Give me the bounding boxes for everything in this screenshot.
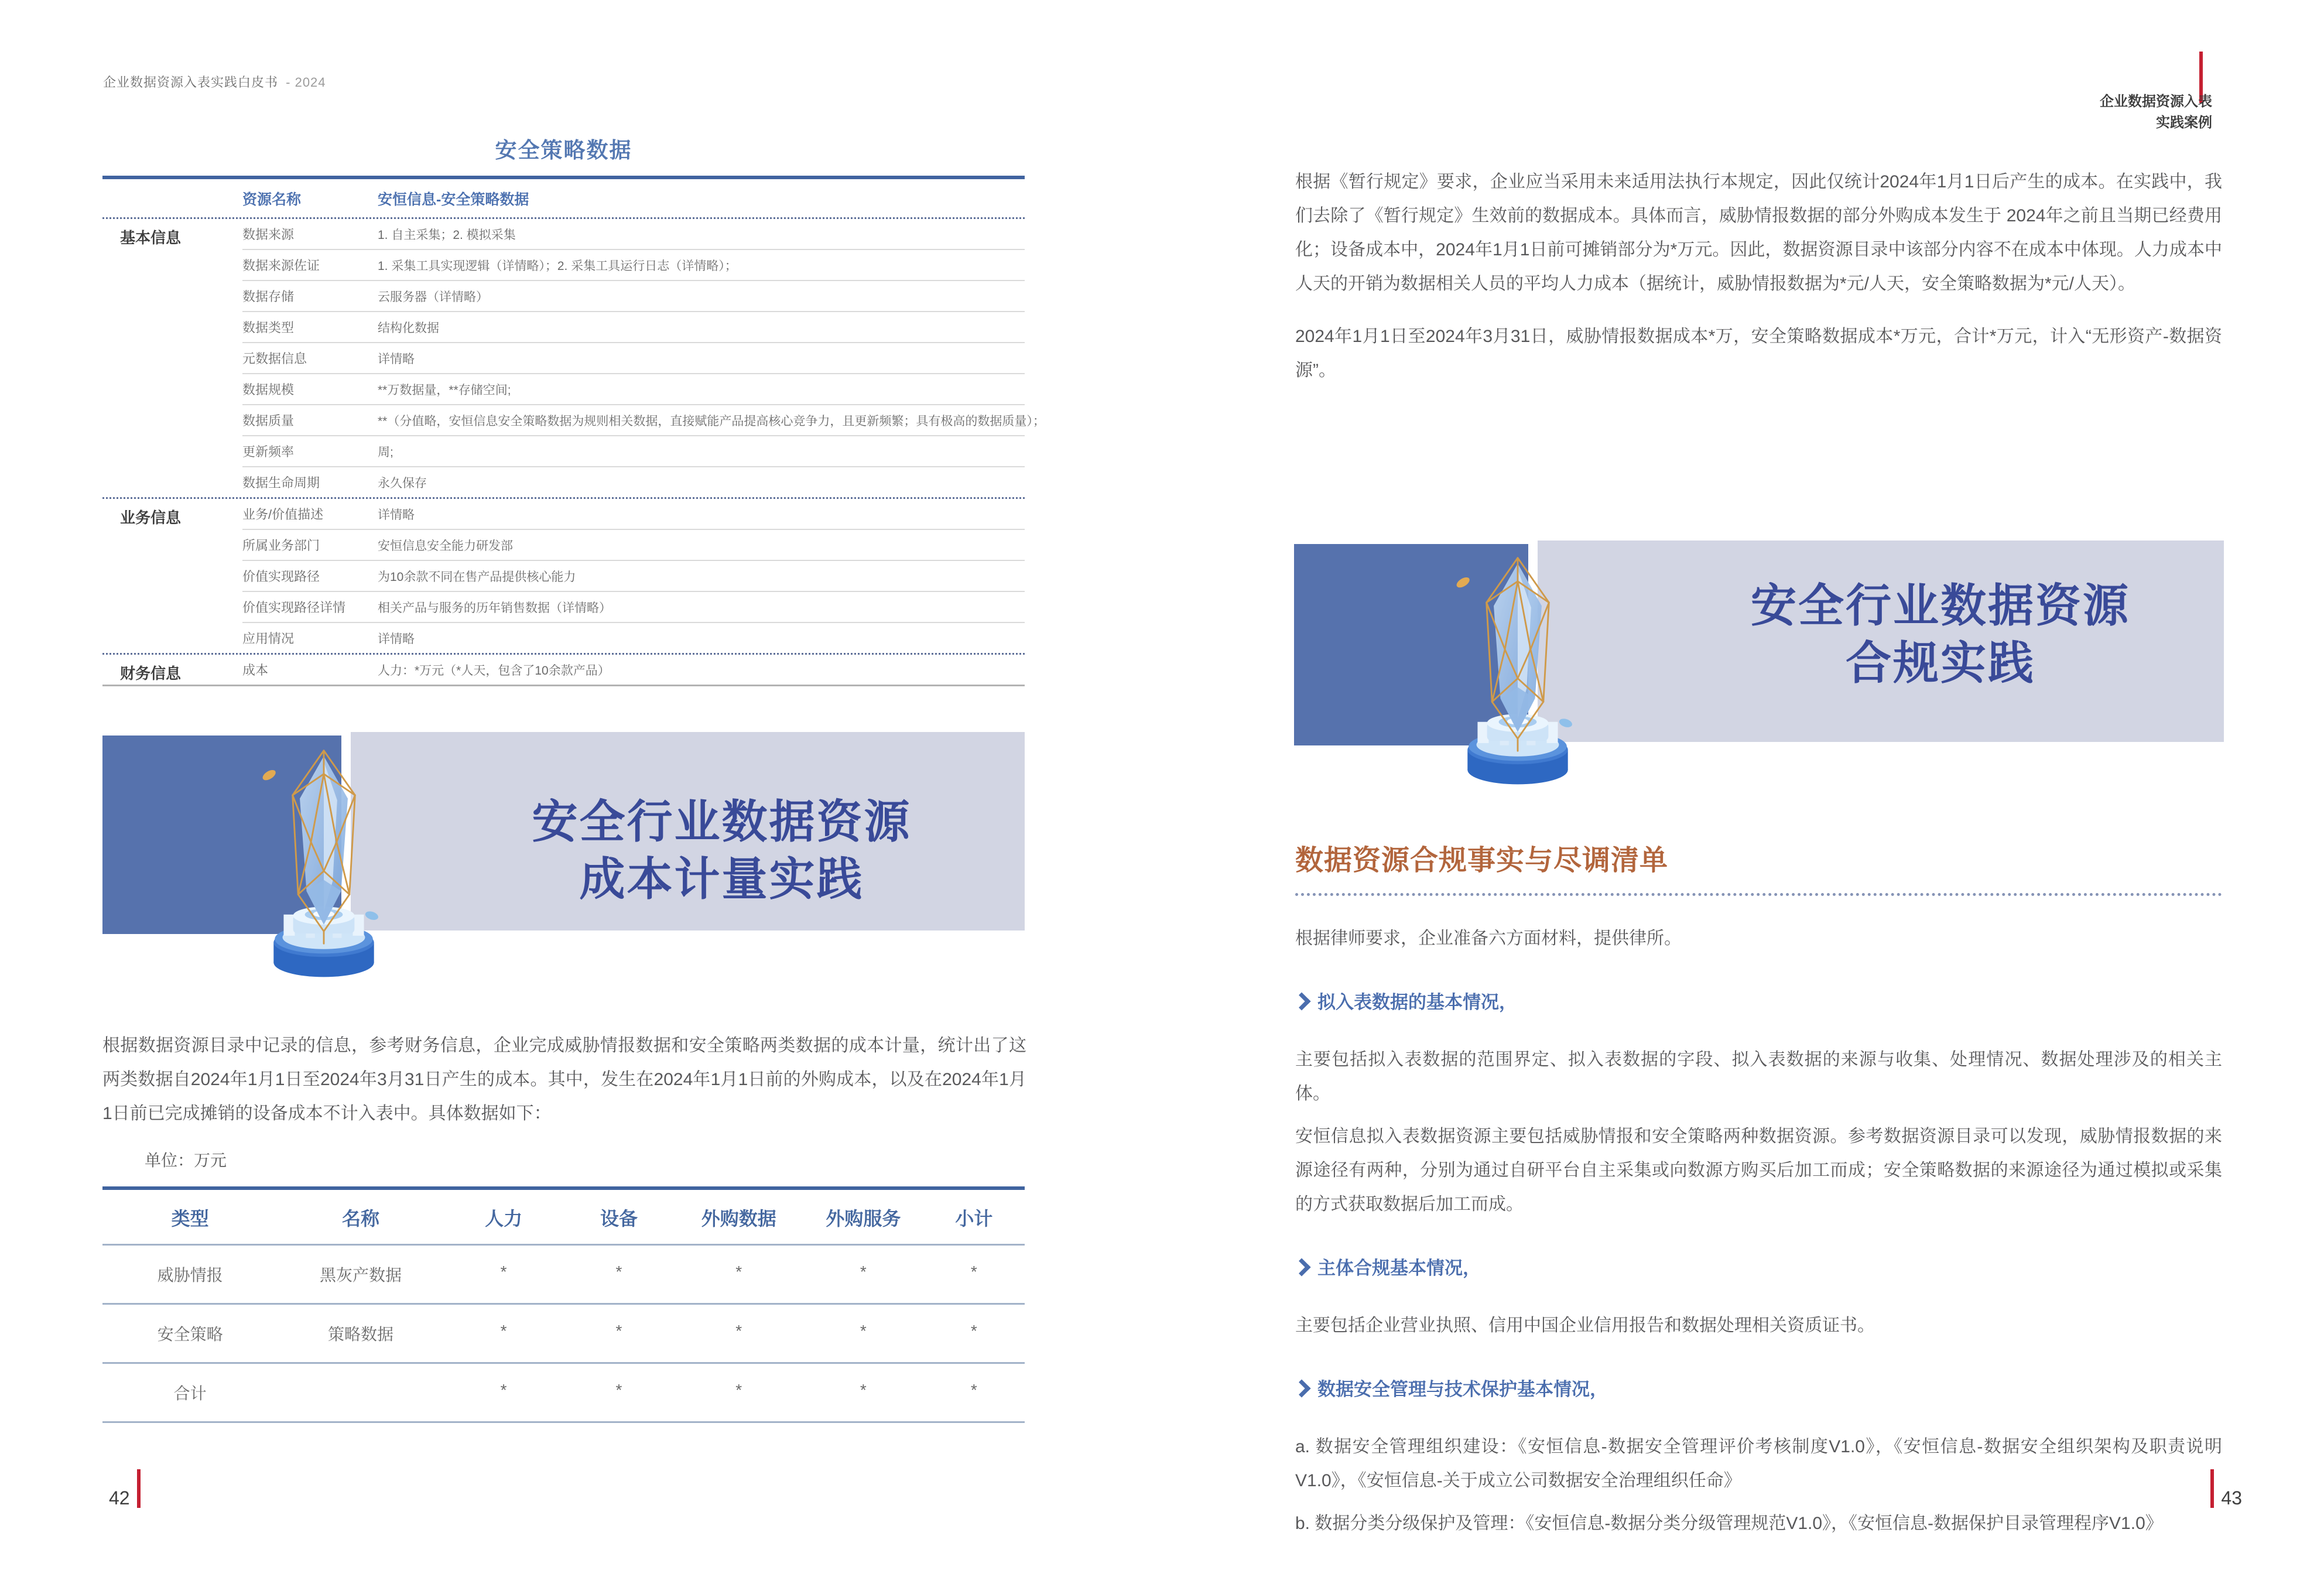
table-row xyxy=(242,655,1025,685)
row-value: 人力：*万元（*人天，包含了10余款产品） xyxy=(378,663,610,678)
running-header-right xyxy=(1698,91,2212,134)
cost-table-row-total xyxy=(102,1362,1025,1421)
banner-title-line1: 安全行业数据资源 xyxy=(1750,580,2130,631)
row-value: 结构化数据 xyxy=(378,321,439,335)
row-value: 为10余款不同在售产品提供核心能力 xyxy=(378,570,576,584)
whitepaper-year: - 2024 xyxy=(286,75,326,90)
page-number: 43 xyxy=(2221,1487,2242,1508)
resource-name-value: 安恒信息-安全策略数据 xyxy=(378,191,529,208)
cell: 合计 xyxy=(173,1384,207,1402)
col-header: 名称 xyxy=(341,1208,379,1229)
row-key: 数据来源佐证 xyxy=(242,258,320,273)
cell: * xyxy=(970,1322,977,1340)
table-row xyxy=(242,342,1025,373)
cell: * xyxy=(860,1381,867,1399)
group-basic-info xyxy=(102,217,1045,497)
row-value: 详情略 xyxy=(378,632,415,646)
row-value: 1. 采集工具实现逻辑（详情略）；2. 采集工具运行日志（详情略）； xyxy=(378,259,737,273)
header-line1: 企业数据资源入表 xyxy=(2100,94,2212,110)
row-value: 相关产品与服务的历年销售数据（详情略） xyxy=(378,601,611,615)
running-header-left xyxy=(103,73,326,91)
row-key: 数据规模 xyxy=(242,382,295,397)
header-line2: 实践案例 xyxy=(2156,115,2212,131)
row-key: 数据来源 xyxy=(242,227,295,242)
section-intro: 根据律师要求，企业准备六方面材料，提供律所。 xyxy=(1295,929,1682,948)
bullet2-paragraph: 主要包括企业营业执照、信用中国企业信用报告和数据处理相关资质证书。 xyxy=(1295,1316,1875,1335)
page-number-left xyxy=(109,1469,141,1508)
row-value: 1. 自主采集；2. 模拟采集 xyxy=(378,228,516,242)
table-row xyxy=(242,373,1025,404)
row-key: 应用情况 xyxy=(242,631,295,646)
bullet-item-1 xyxy=(1295,987,2222,1014)
cell: * xyxy=(500,1381,507,1399)
row-value: 云服务器（详情略） xyxy=(378,290,488,304)
cell: * xyxy=(500,1322,507,1340)
bullet3-paragraph-b: b. 数据分类分级保护及管理：《安恒信息-数据分类分级管理规范V1.0》，《安恒信息-数据保护目录管理程序V1.0》 xyxy=(1295,1514,2163,1533)
bullet-text: 拟入表数据的基本情况， xyxy=(1317,992,1517,1012)
cell: * xyxy=(735,1263,742,1281)
table-row xyxy=(242,404,1045,435)
cell: * xyxy=(860,1322,867,1340)
table-row xyxy=(242,560,1025,591)
cell: 安全策略 xyxy=(157,1325,223,1343)
cell: * xyxy=(735,1381,742,1399)
row-value: **万数据量，**存储空间; xyxy=(378,383,511,397)
table-row xyxy=(242,435,1025,466)
bullet-item-2 xyxy=(1295,1253,2222,1280)
row-key: 数据类型 xyxy=(242,320,295,335)
row-key: 所属业务部门 xyxy=(242,538,320,553)
bullet1-paragraph-b: 安恒信息拟入表数据资源主要包括威胁情报和安全策略两种数据资源。参考数据资源目录可以发现，威胁情报数据的来源途径有两种，分别为通过自研平台自主采集或向数源方购买后加工而成；安全策略数据的来源途径为通过模拟或采集的方式获取数据后加工而成。 xyxy=(1295,1127,2222,1214)
banner-title-line2: 成本计量实践 xyxy=(579,853,864,905)
resource-table-header-row xyxy=(242,179,1025,217)
group-label: 业务信息 xyxy=(120,509,182,526)
row-value: 永久保存 xyxy=(378,476,427,490)
row-value: 详情略 xyxy=(378,352,415,366)
compliance-section xyxy=(1295,837,2222,1541)
table-row xyxy=(242,311,1025,342)
group-finance-info xyxy=(102,653,1025,685)
cell: 威胁情报 xyxy=(157,1266,223,1284)
cost-table-area xyxy=(102,1148,1025,1423)
col-header: 小计 xyxy=(955,1208,993,1229)
cost-table-row xyxy=(102,1303,1025,1362)
row-key: 数据质量 xyxy=(242,413,295,428)
row-value: **（分值略，安恒信息安全策略数据为规则相关数据，直接赋能产品提高核心竞争力，且更新频繁；具有极高的数据质量）； xyxy=(378,414,1045,428)
row-key: 元数据信息 xyxy=(242,351,307,366)
resource-table-body xyxy=(102,176,1045,686)
row-key: 价值实现路径详情 xyxy=(242,600,346,615)
chevron-right-icon xyxy=(1292,1379,1310,1397)
cell: 策略数据 xyxy=(327,1325,393,1343)
group-label: 财务信息 xyxy=(120,665,182,682)
banner-cost-practice xyxy=(102,732,1025,934)
row-value: 详情略 xyxy=(378,508,415,522)
cell: * xyxy=(860,1263,867,1281)
crystal-trophy-icon xyxy=(1430,555,1606,789)
banner-title-line2: 合规实践 xyxy=(1845,637,2035,689)
table-row xyxy=(242,622,1025,653)
bullet-item-3 xyxy=(1295,1374,2222,1401)
cost-table xyxy=(102,1186,1025,1423)
row-key: 数据生命周期 xyxy=(242,476,320,490)
resource-table xyxy=(102,132,1045,686)
table-row xyxy=(242,529,1025,560)
chevron-right-icon xyxy=(1292,1258,1310,1276)
col-header: 类型 xyxy=(171,1208,209,1229)
group-label: 基本信息 xyxy=(120,229,182,247)
group-business-info xyxy=(102,497,1025,653)
red-accent-bar xyxy=(2210,1469,2214,1508)
cell: 黑灰产数据 xyxy=(319,1266,402,1284)
cost-rule-paragraph: 根据《暂行规定》要求，企业应当采用未来适用法执行本规定，因此仅统计2024年1月1日后产生的成本。在实践中，我们去除了《暂行规定》生效前的数据成本。具体而言，威胁情报数据的部分外购成本发生于 2024年之前且当期已经费用化；设备成本中，2024年1月1日前可摊销部分为*万元。因此，数据资源目录中该部分内容不在成本中体现。人力成本中人天的开销为数据相关人员的平均人力成本（据统计，威胁情报数据为*元/人天，安全策略数据为*元/人天）。 xyxy=(1295,172,2222,293)
row-key: 业务/价值描述 xyxy=(242,507,324,522)
table-row xyxy=(242,280,1025,311)
banner-title xyxy=(1657,577,2224,692)
cost-summary-paragraph: 2024年1月1日至2024年3月31日，威胁情报数据成本*万，安全策略数据成本*万元，合计*万元，计入“无形资产-数据资源”。 xyxy=(1295,327,2222,380)
cost-intro-paragraph: 根据数据资源目录中记录的信息，参考财务信息，企业完成威胁情报数据和安全策略两类数据的成本计量，统计出了这两类数据自2024年1月1日至2024年3月31日产生的成本。其中，发生在2024年1月1日前的外购成本，以及在2024年1月1日前已完成摊销的设备成本不计入表中。具体数据如下： xyxy=(102,1036,1026,1123)
table-row xyxy=(242,591,1025,622)
cell: * xyxy=(970,1381,977,1399)
row-key: 价值实现路径 xyxy=(242,569,320,584)
bullet3-paragraph-a: a. 数据安全管理组织建设：《安恒信息-数据安全管理评价考核制度V1.0》，《安恒信息-数据安全组织架构及职责说明V1.0》，《安恒信息-关于成立公司数据安全治理组织任命》 xyxy=(1295,1437,2222,1490)
section-heading: 数据资源合规事实与尽调清单 xyxy=(1295,845,1669,876)
cell: * xyxy=(615,1263,622,1281)
banner-title-line1: 安全行业数据资源 xyxy=(532,796,912,847)
row-key: 数据存储 xyxy=(242,289,295,304)
red-accent-bar xyxy=(137,1469,141,1508)
dotted-divider xyxy=(1295,893,2222,896)
cell: * xyxy=(970,1263,977,1281)
resource-table-title: 安全策略数据 xyxy=(495,138,632,162)
page-number: 42 xyxy=(109,1487,130,1508)
chevron-right-icon xyxy=(1292,992,1310,1010)
banner-compliance-practice xyxy=(1294,541,2224,745)
cost-table-row xyxy=(102,1244,1025,1303)
col-header: 人力 xyxy=(485,1208,523,1229)
table-row xyxy=(242,466,1025,497)
table-row xyxy=(242,249,1025,280)
col-header: 外购服务 xyxy=(826,1208,901,1229)
col-header: 外购数据 xyxy=(701,1208,776,1229)
unit-label: 单位：万元 xyxy=(145,1151,227,1169)
whitepaper-title: 企业数据资源入表实践白皮书 xyxy=(103,75,279,90)
bullet-text: 数据安全管理与技术保护基本情况， xyxy=(1317,1379,1608,1400)
row-value: 安恒信息安全能力研发部 xyxy=(378,539,513,553)
cell: * xyxy=(615,1322,622,1340)
cell xyxy=(278,1381,444,1404)
banner-title xyxy=(419,793,1025,908)
page-number-right xyxy=(2210,1469,2242,1508)
cell: * xyxy=(615,1381,622,1399)
table-row xyxy=(242,499,1025,529)
cell: * xyxy=(500,1263,507,1281)
cell: * xyxy=(735,1322,742,1340)
cost-table-header-row xyxy=(102,1186,1025,1244)
table-row xyxy=(242,219,1025,249)
row-value: 周; xyxy=(378,445,393,459)
row-key: 成本 xyxy=(242,663,269,678)
col-header: 设备 xyxy=(600,1208,638,1229)
bullet-text: 主体合规基本情况， xyxy=(1317,1258,1481,1278)
row-key: 更新频率 xyxy=(242,444,295,459)
bullet1-paragraph-a: 主要包括拟入表数据的范围界定、拟入表数据的字段、拟入表数据的来源与收集、处理情况、数据处理涉及的相关主体。 xyxy=(1295,1050,2222,1103)
crystal-trophy-icon xyxy=(236,747,412,981)
resource-name-label: 资源名称 xyxy=(242,191,302,208)
